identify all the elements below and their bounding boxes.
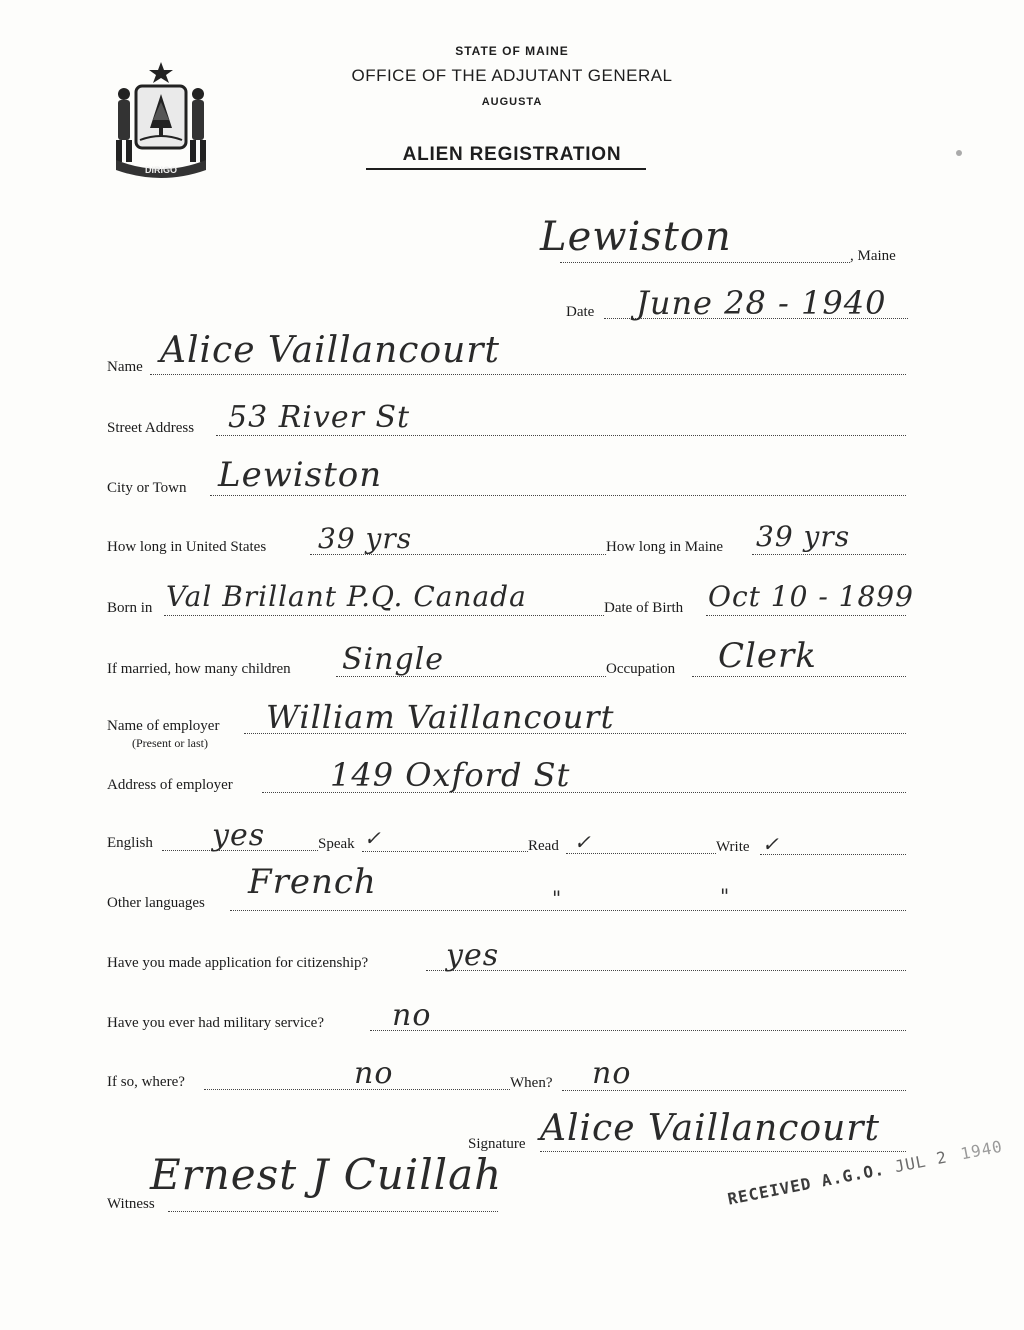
ink-speck <box>956 150 962 156</box>
witness-label: Witness <box>107 1196 155 1212</box>
street-address-label: Street Address <box>107 420 195 436</box>
occupation-value: Clerk <box>718 636 817 676</box>
signature-value: Alice Vaillancourt <box>540 1108 880 1149</box>
citizenship-label: Have you made application for citizenship? <box>107 955 369 971</box>
speak-label: Speak <box>318 836 355 852</box>
children-value: Single <box>342 642 445 677</box>
date-of-birth-value: Oct 10 - 1899 <box>708 580 914 613</box>
citizenship-value: yes <box>446 938 500 973</box>
name-value: Alice Vaillancourt <box>160 330 500 371</box>
date-value: June 28 - 1940 <box>636 284 887 322</box>
svg-text:DIRIGO: DIRIGO <box>144 165 178 175</box>
when-value: no <box>592 1056 632 1091</box>
how-long-us-value: 39 yrs <box>318 522 413 555</box>
employer-name-label: Name of employer <box>107 718 220 734</box>
how-long-maine-value: 39 yrs <box>756 520 851 553</box>
title-underline <box>366 168 646 170</box>
city-value: Lewiston <box>218 455 383 495</box>
date-label: Date <box>566 304 595 320</box>
date-of-birth-label: Date of Birth <box>604 600 684 616</box>
town-value: Lewiston <box>540 214 732 260</box>
street-address-value: 53 River St <box>228 400 411 435</box>
employer-name-sublabel: (Present or last) <box>132 736 208 750</box>
english-value: yes <box>212 818 266 853</box>
header-office: OFFICE OF THE ADJUTANT GENERAL <box>351 66 673 85</box>
if-so-where-label: If so, where? <box>107 1074 185 1090</box>
header-state: STATE OF MAINE <box>455 44 569 58</box>
born-in-value: Val Brillant P.Q. Canada <box>166 580 527 613</box>
name-label: Name <box>107 359 143 375</box>
other-read-value: " <box>552 886 563 910</box>
employer-name-value: William Vaillancourt <box>266 698 615 736</box>
received-stamp: RECEIVED A.G.O. JUL 2 1940 <box>726 1136 1005 1209</box>
employer-address-value: 149 Oxford St <box>330 756 571 794</box>
military-value: no <box>392 998 432 1033</box>
signature-label: Signature <box>468 1136 526 1152</box>
witness-value: Ernest J Cuillah <box>150 1150 503 1199</box>
city-label: City or Town <box>107 480 187 496</box>
employer-address-label: Address of employer <box>107 777 233 793</box>
occupation-label: Occupation <box>606 661 676 677</box>
speak-value: ✓ <box>364 826 382 850</box>
english-label: English <box>107 835 153 851</box>
form-title: ALIEN REGISTRATION <box>402 144 622 165</box>
military-label: Have you ever had military service? <box>107 1015 324 1031</box>
how-long-maine-label: How long in Maine <box>606 539 724 555</box>
read-label: Read <box>528 838 559 854</box>
where-value: no <box>354 1056 394 1091</box>
other-write-value: " <box>720 884 731 908</box>
other-languages-label: Other languages <box>107 895 205 911</box>
how-long-us-label: How long in United States <box>107 539 267 555</box>
write-label: Write <box>716 839 750 855</box>
children-label: If married, how many children <box>107 661 291 677</box>
header-city: AUGUSTA <box>481 96 543 108</box>
when-label: When? <box>510 1075 553 1091</box>
other-languages-value: French <box>248 862 377 902</box>
maine-label: , Maine <box>850 248 896 264</box>
read-value: ✓ <box>574 830 592 854</box>
write-value: ✓ <box>762 832 780 856</box>
born-in-label: Born in <box>107 600 153 616</box>
